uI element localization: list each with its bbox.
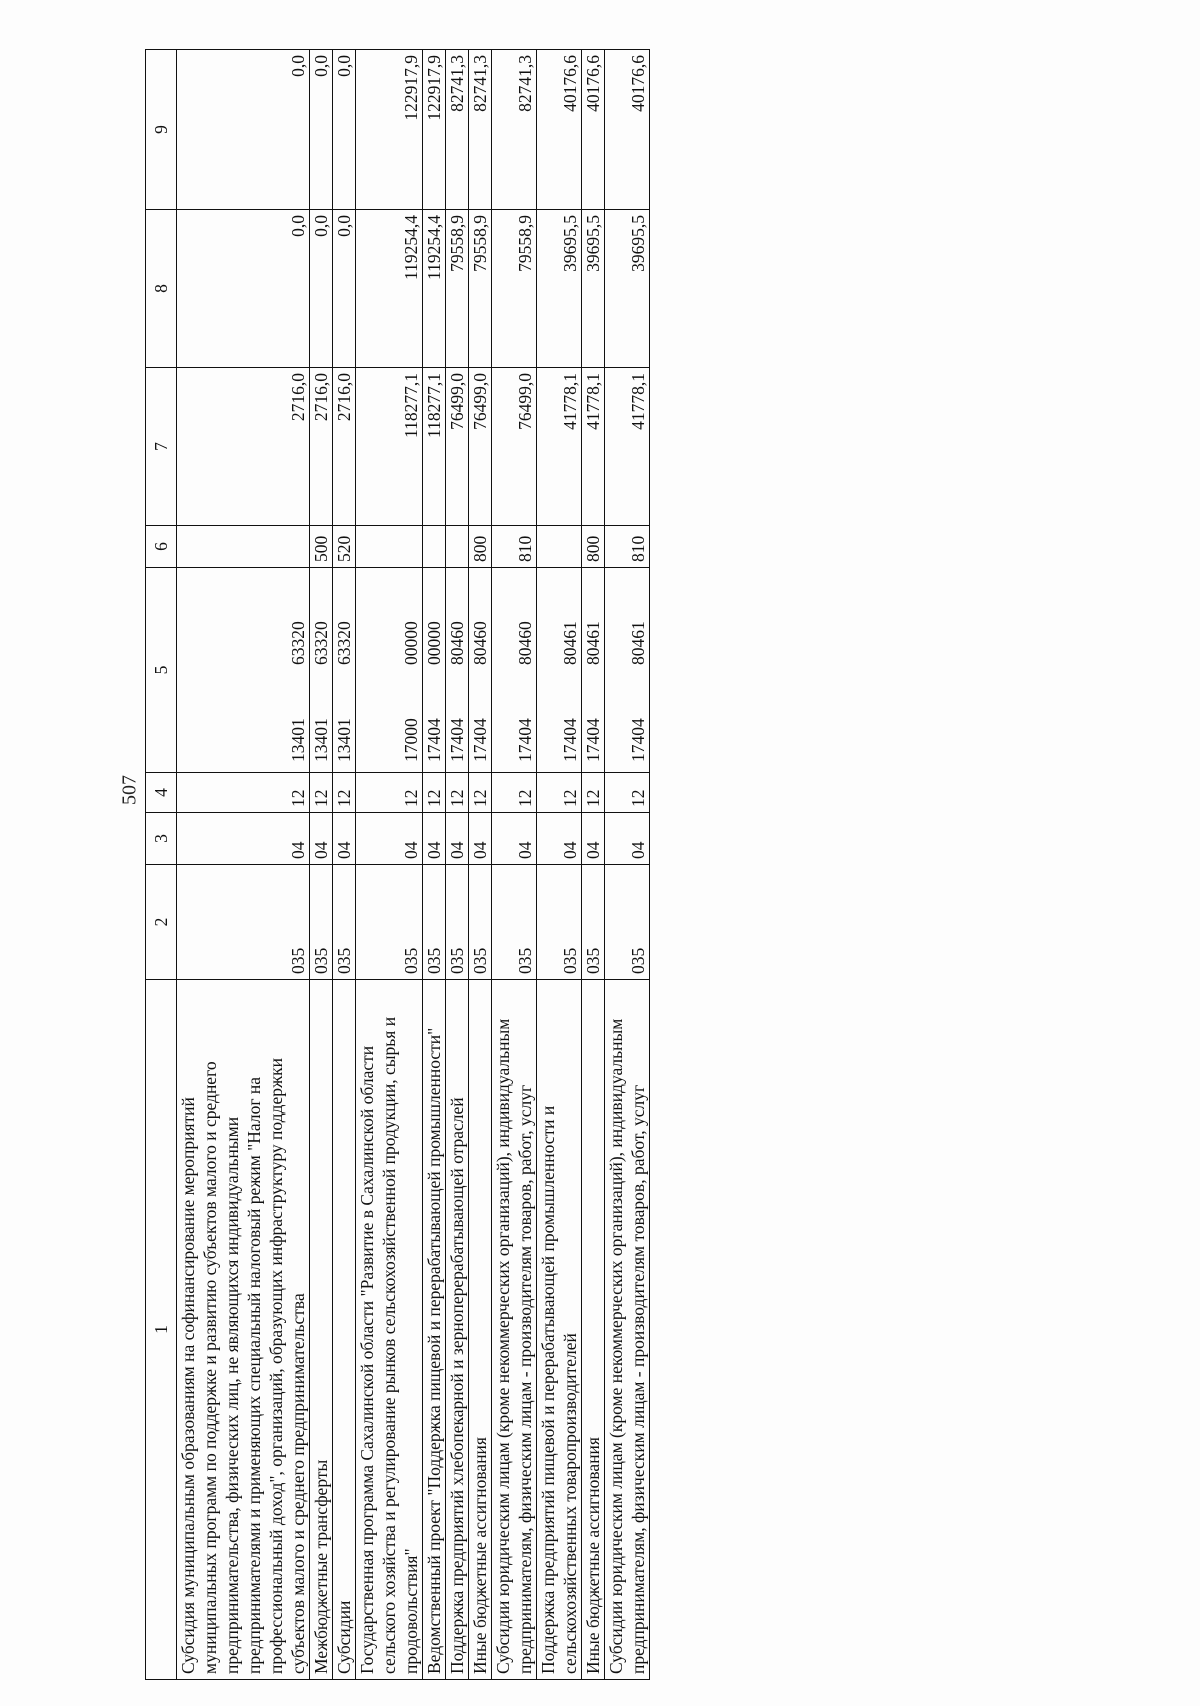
table-row	[537, 50, 582, 1680]
row-amount-year1: 41778,1	[537, 368, 582, 526]
row-amount-year2: 119254,4	[356, 210, 423, 368]
row-section-code: 04	[446, 813, 469, 865]
row-target-article-direction: 63320	[334, 621, 354, 665]
row-name: Поддержка предприятий хлебопекарной и зерноперерабатывающей отраслей	[446, 980, 469, 1680]
row-amount-year1: 76499,0	[469, 368, 492, 526]
row-amount-year2: 39695,5	[537, 210, 582, 368]
row-ministry-code: 035	[356, 865, 423, 980]
row-section-code: 04	[537, 813, 582, 865]
row-subsection-code: 12	[582, 773, 605, 813]
row-amount-year1: 2716,0	[310, 368, 333, 526]
header-col-7: 7	[146, 368, 177, 526]
row-target-article	[605, 568, 650, 773]
row-target-article-program: 13401	[334, 718, 354, 762]
header-col-9: 9	[146, 50, 177, 210]
row-target-article-direction: 80461	[628, 621, 648, 665]
row-amount-year2: 79558,9	[492, 210, 537, 368]
row-section-code: 04	[310, 813, 333, 865]
row-section-code: 04	[333, 813, 356, 865]
row-ministry-code: 035	[446, 865, 469, 980]
row-section-code: 04	[582, 813, 605, 865]
row-target-article	[537, 568, 582, 773]
row-amount-year2: 79558,9	[469, 210, 492, 368]
header-col-5: 5	[146, 568, 177, 773]
row-ministry-code: 035	[469, 865, 492, 980]
row-target-article	[177, 568, 310, 773]
row-subsection-code: 12	[423, 773, 446, 813]
row-name: Иные бюджетные ассигнования	[582, 980, 605, 1680]
row-target-article-direction: 80460	[447, 621, 467, 665]
row-target-article-program: 13401	[311, 718, 331, 762]
table-body	[177, 50, 650, 1680]
row-amount-year3: 0,0	[333, 50, 356, 210]
row-expense-type: 810	[605, 526, 650, 568]
row-subsection-code: 12	[446, 773, 469, 813]
row-section-code: 04	[469, 813, 492, 865]
row-amount-year2: 119254,4	[423, 210, 446, 368]
rotated-table-container	[145, 50, 1177, 1680]
row-expense-type	[177, 526, 310, 568]
table-row	[356, 50, 423, 1680]
table-row	[492, 50, 537, 1680]
row-subsection-code: 12	[356, 773, 423, 813]
row-amount-year1: 118277,1	[423, 368, 446, 526]
row-expense-type	[356, 526, 423, 568]
table-row	[177, 50, 310, 1680]
table-row	[446, 50, 469, 1680]
row-target-article-program: 17404	[583, 718, 603, 762]
row-name: Иные бюджетные ассигнования	[469, 980, 492, 1680]
row-amount-year2: 39695,5	[605, 210, 650, 368]
row-amount-year3: 122917,9	[423, 50, 446, 210]
row-amount-year1: 41778,1	[582, 368, 605, 526]
row-subsection-code: 12	[469, 773, 492, 813]
row-expense-type: 520	[333, 526, 356, 568]
row-amount-year3: 82741,3	[446, 50, 469, 210]
row-amount-year1: 2716,0	[333, 368, 356, 526]
row-target-article-direction: 80461	[583, 621, 603, 665]
row-section-code: 04	[177, 813, 310, 865]
row-target-article-program: 17404	[424, 718, 444, 762]
row-amount-year1: 118277,1	[356, 368, 423, 526]
row-amount-year3: 40176,6	[605, 50, 650, 210]
header-col-4: 4	[146, 773, 177, 813]
row-target-article-program: 17404	[515, 718, 535, 762]
row-amount-year2: 0,0	[333, 210, 356, 368]
row-expense-type	[446, 526, 469, 568]
row-expense-type: 810	[492, 526, 537, 568]
row-amount-year1: 76499,0	[446, 368, 469, 526]
row-target-article-direction: 00000	[401, 621, 421, 665]
row-target-article-program: 17000	[401, 718, 421, 762]
row-amount-year3: 82741,3	[492, 50, 537, 210]
table-row	[605, 50, 650, 1680]
row-target-article-direction: 80460	[470, 621, 490, 665]
row-amount-year2: 79558,9	[446, 210, 469, 368]
table-row	[423, 50, 446, 1680]
row-amount-year1: 76499,0	[492, 368, 537, 526]
row-subsection-code: 12	[333, 773, 356, 813]
row-name: Субсидия муниципальным образованиям на софинансирование мероприятий муниципальных программ по поддержке и развитию субъектов малого и среднего предпринимательства, физических лиц, не являющихся индивидуальными предпринимателями и применяющих специальный налоговый режим "Налог на профессиональный доход", организаций, образующих инфраструктуру поддержки субъектов малого и среднего предпринимательства	[177, 980, 310, 1680]
page-number: 507	[118, 775, 141, 805]
row-amount-year1: 2716,0	[177, 368, 310, 526]
row-target-article-direction: 80461	[560, 621, 580, 665]
row-target-article	[492, 568, 537, 773]
row-target-article-direction: 63320	[288, 621, 308, 665]
row-name: Государственная программа Сахалинской области "Развитие в Сахалинской области сельского хозяйства и регулирование рынков сельскохозяйственной продукции, сырья и продовольствия"	[356, 980, 423, 1680]
row-target-article-direction: 80460	[515, 621, 535, 665]
row-amount-year2: 0,0	[310, 210, 333, 368]
row-amount-year2: 39695,5	[582, 210, 605, 368]
row-expense-type	[537, 526, 582, 568]
row-subsection-code: 12	[177, 773, 310, 813]
row-name: Межбюджетные трансферты	[310, 980, 333, 1680]
row-subsection-code: 12	[537, 773, 582, 813]
row-target-article	[356, 568, 423, 773]
row-name: Поддержка предприятий пищевой и перерабатывающей промышленности и сельскохозяйственных товаропроизводителей	[537, 980, 582, 1680]
row-amount-year1: 41778,1	[605, 368, 650, 526]
row-expense-type: 800	[469, 526, 492, 568]
budget-table	[145, 49, 650, 1680]
row-target-article	[333, 568, 356, 773]
row-expense-type: 800	[582, 526, 605, 568]
row-name: Ведомственный проект "Поддержка пищевой и перерабатывающей промышленности"	[423, 980, 446, 1680]
row-target-article-program: 17404	[560, 718, 580, 762]
row-subsection-code: 12	[492, 773, 537, 813]
row-target-article	[582, 568, 605, 773]
row-target-article-program: 13401	[288, 718, 308, 762]
header-col-2: 2	[146, 865, 177, 980]
row-target-article	[310, 568, 333, 773]
row-amount-year3: 40176,6	[582, 50, 605, 210]
row-section-code: 04	[356, 813, 423, 865]
row-subsection-code: 12	[310, 773, 333, 813]
table-row	[469, 50, 492, 1680]
row-amount-year3: 82741,3	[469, 50, 492, 210]
row-amount-year3: 122917,9	[356, 50, 423, 210]
row-section-code: 04	[423, 813, 446, 865]
header-col-6: 6	[146, 526, 177, 568]
header-row	[146, 50, 177, 1680]
row-ministry-code: 035	[177, 865, 310, 980]
table-row	[582, 50, 605, 1680]
row-name: Субсидии	[333, 980, 356, 1680]
row-target-article	[446, 568, 469, 773]
table-orientation	[145, 50, 1177, 1680]
row-expense-type: 500	[310, 526, 333, 568]
row-section-code: 04	[492, 813, 537, 865]
row-amount-year3: 0,0	[177, 50, 310, 210]
row-target-article-program: 17404	[447, 718, 467, 762]
row-ministry-code: 035	[537, 865, 582, 980]
row-amount-year2: 0,0	[177, 210, 310, 368]
header-col-8: 8	[146, 210, 177, 368]
row-target-article-direction: 63320	[311, 621, 331, 665]
row-ministry-code: 035	[423, 865, 446, 980]
row-ministry-code: 035	[605, 865, 650, 980]
row-target-article-program: 17404	[628, 718, 648, 762]
row-target-article-direction: 00000	[424, 621, 444, 665]
row-section-code: 04	[605, 813, 650, 865]
row-amount-year3: 0,0	[310, 50, 333, 210]
header-col-3: 3	[146, 813, 177, 865]
row-target-article	[469, 568, 492, 773]
row-ministry-code: 035	[333, 865, 356, 980]
row-name: Субсидии юридическим лицам (кроме некоммерческих организаций), индивидуальным предпринимателям, физическим лицам - производителям товаров, работ, услуг	[605, 980, 650, 1680]
row-target-article-program: 17404	[470, 718, 490, 762]
row-target-article	[423, 568, 446, 773]
row-name: Субсидии юридическим лицам (кроме некоммерческих организаций), индивидуальным предпринимателям, физическим лицам - производителям товаров, работ, услуг	[492, 980, 537, 1680]
table-row	[310, 50, 333, 1680]
row-ministry-code: 035	[310, 865, 333, 980]
row-expense-type	[423, 526, 446, 568]
header-col-1: 1	[146, 980, 177, 1680]
row-ministry-code: 035	[492, 865, 537, 980]
row-ministry-code: 035	[582, 865, 605, 980]
row-amount-year3: 40176,6	[537, 50, 582, 210]
table-row	[333, 50, 356, 1680]
row-subsection-code: 12	[605, 773, 650, 813]
